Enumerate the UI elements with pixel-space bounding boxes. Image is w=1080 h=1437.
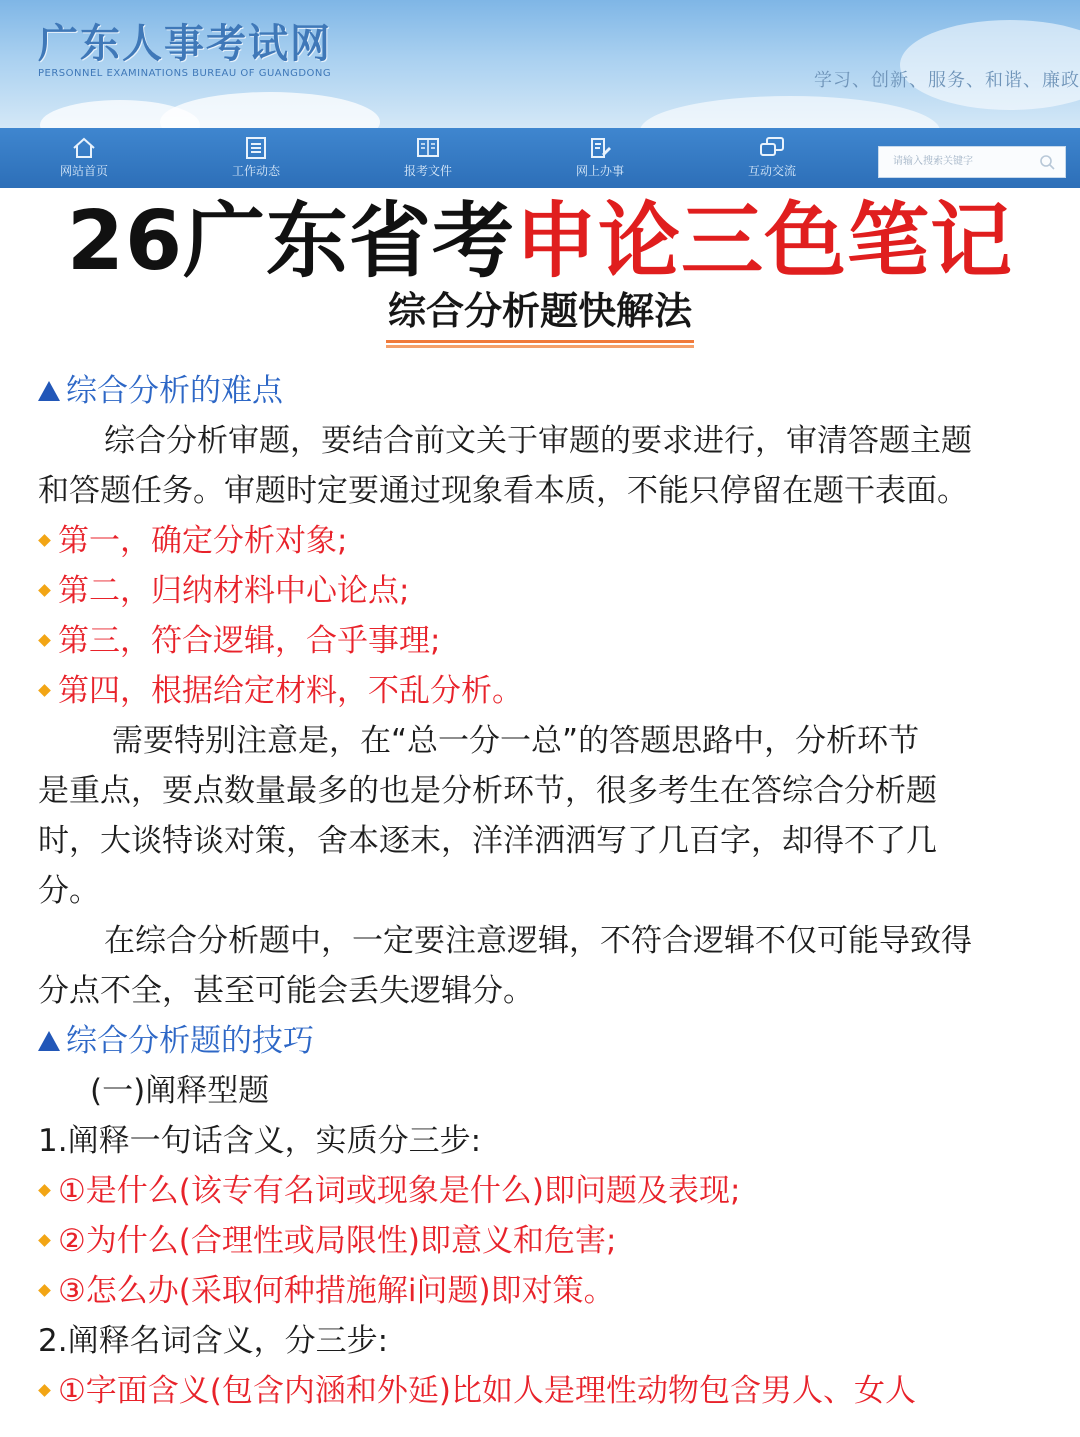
title-part-black: 26广东省考 bbox=[66, 194, 516, 289]
search-input[interactable] bbox=[878, 146, 1066, 178]
list-item-red: ①是什么(该专有名词或现象是什么)即问题及表现; bbox=[38, 1166, 1048, 1216]
list-item-red: ①字面含义(包含内涵和外延)比如人是理性动物包含男人、女人 bbox=[38, 1366, 1048, 1416]
paragraph-line: 和答题任务。审题时定要通过现象看本质，不能只停留在题干表面。 bbox=[38, 473, 968, 509]
list-icon bbox=[243, 136, 269, 160]
paragraph-line: 分点不全，甚至可能会丢失逻辑分。 bbox=[38, 973, 534, 1009]
page-title bbox=[0, 194, 1080, 290]
article-body bbox=[38, 366, 1048, 1416]
search-icon[interactable] bbox=[1039, 154, 1055, 170]
paragraph-line: 时，大谈特谈对策，舍本逐末，洋洋洒洒写了几百字，却得不了几 bbox=[38, 823, 937, 859]
section-heading-techniques: 综合分析题的技巧 bbox=[38, 1016, 1048, 1066]
step-heading: 2.阐释名词含义，分三步: bbox=[38, 1323, 389, 1359]
bullet-icon bbox=[38, 1284, 51, 1297]
paragraph-line: 分。 bbox=[38, 873, 100, 909]
bullet-icon bbox=[38, 1184, 51, 1197]
subsection-heading: (一)阐释型题 bbox=[90, 1073, 270, 1109]
nav-interact[interactable] bbox=[712, 128, 832, 188]
site-logo[interactable]: 广东人事考试网 bbox=[38, 20, 332, 67]
list-item-red: 第三，符合逻辑，合乎事理; bbox=[38, 616, 1048, 666]
nav-docs[interactable] bbox=[368, 128, 488, 188]
chat-icon bbox=[759, 136, 785, 160]
book-icon bbox=[415, 136, 441, 160]
list-item-red: ③怎么办(采取何种措施解i问题)即对策。 bbox=[38, 1266, 1048, 1316]
bullet-icon bbox=[38, 584, 51, 597]
nav-docs-label: 报考文件 bbox=[403, 164, 452, 178]
nav-news[interactable] bbox=[196, 128, 316, 188]
paragraph-line: 在综合分析题中，一定要注意逻辑，不符合逻辑不仅可能导致得 bbox=[104, 923, 972, 959]
bullet-icon bbox=[38, 684, 51, 697]
home-icon bbox=[71, 136, 97, 160]
banner bbox=[0, 0, 1080, 128]
subtitle-text: 综合分析题快解法 bbox=[386, 288, 694, 343]
nav-home[interactable] bbox=[24, 128, 144, 188]
site-logo-subtitle: PERSONNEL EXAMINATIONS BUREAU OF GUANGDONG bbox=[38, 68, 332, 79]
triangle-icon bbox=[38, 1031, 60, 1051]
paragraph-line: 是重点，要点数量最多的也是分析环节，很多考生在答综合分析题 bbox=[38, 773, 937, 809]
step-heading: 1.阐释一句话含义，实质分三步: bbox=[38, 1123, 482, 1159]
site-header-image bbox=[0, 0, 1080, 188]
list-item-red: 第二，归纳材料中心论点; bbox=[38, 566, 1048, 616]
list-item-red: 第一，确定分析对象; bbox=[38, 516, 1048, 566]
bullet-icon bbox=[38, 1234, 51, 1247]
search-placeholder: 请输入搜索关键字 bbox=[893, 156, 973, 167]
nav-home-label: 网站首页 bbox=[59, 164, 108, 178]
edit-icon bbox=[587, 136, 613, 160]
triangle-icon bbox=[38, 381, 60, 401]
nav-news-label: 工作动态 bbox=[231, 164, 280, 178]
bullet-icon bbox=[38, 534, 51, 547]
bullet-icon bbox=[38, 1384, 51, 1397]
list-item-red: ②为什么(合理性或局限性)即意义和危害; bbox=[38, 1216, 1048, 1266]
bullet-icon bbox=[38, 634, 51, 647]
nav-online-label: 网上办事 bbox=[575, 164, 624, 178]
section-heading-difficulty: 综合分析的难点 bbox=[38, 366, 1048, 416]
paragraph-line: 综合分析审题，要结合前文关于审题的要求进行，审清答题主题 bbox=[104, 423, 972, 459]
title-part-red: 申论三色笔记 bbox=[515, 194, 1014, 289]
list-item-red: 第四，根据给定材料，不乱分析。 bbox=[38, 666, 1048, 716]
paragraph-line: 需要特别注意是，在“总一分一总”的答题思路中，分析环节 bbox=[112, 723, 920, 759]
nav-interact-label: 互动交流 bbox=[747, 164, 796, 178]
nav-online[interactable] bbox=[540, 128, 660, 188]
site-slogan: 学习、创新、服务、和谐、廉政 bbox=[814, 70, 1080, 91]
page-subtitle bbox=[0, 288, 1080, 343]
